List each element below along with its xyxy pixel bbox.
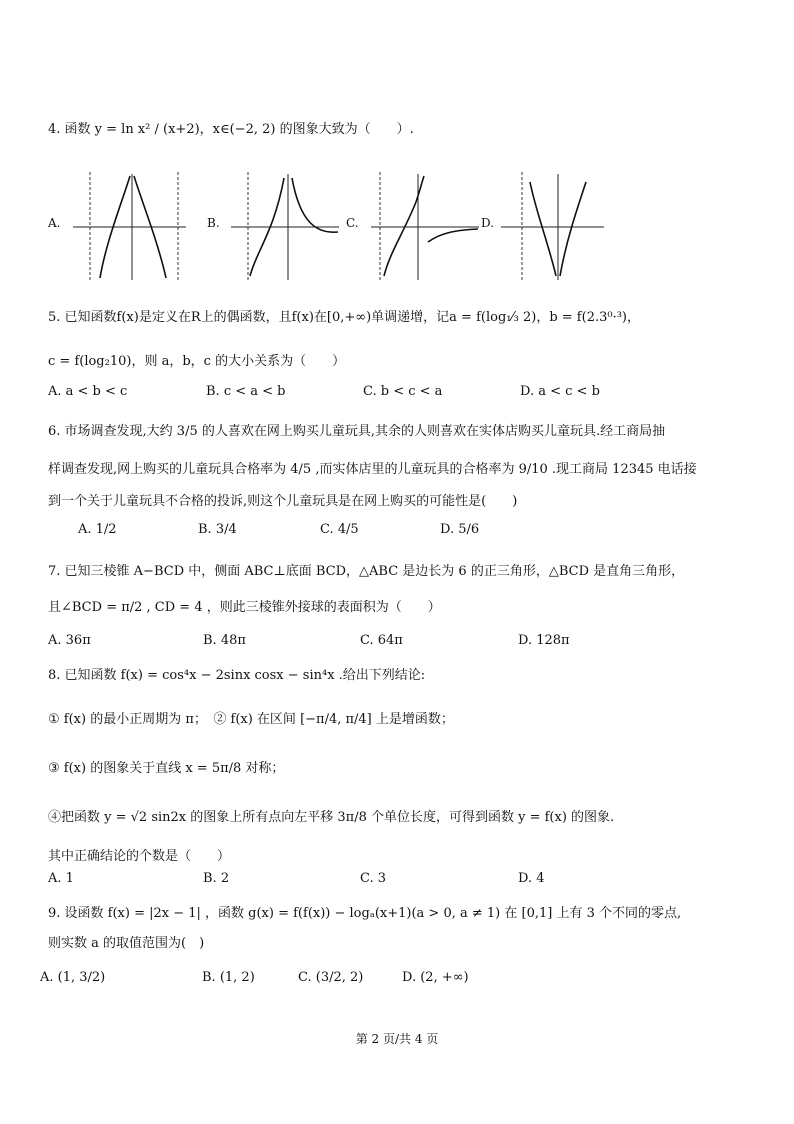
q6-option-d[interactable]: D. 5/6 (440, 522, 480, 537)
q4-graph-d (496, 172, 606, 280)
q4-stem: 4. 函数 y = ln x² / (x+2)，x∈(−2, 2) 的图象大致为（ ）. (48, 122, 414, 137)
q9-option-b[interactable]: B. (1, 2) (202, 970, 255, 985)
q8-ask: 其中正确结论的个数是（ ） (48, 849, 231, 864)
q7-line1: 7. 已知三棱锥 A−BCD 中，侧面 ABC⊥底面 BCD，△ABC 是边长为 6 的正三角形，△BCD 是直角三角形， (48, 564, 685, 579)
q9-line2: 则实数 a 的取值范围为( ) (48, 936, 205, 951)
q8-line1: 8. 已知函数 f(x) = cos⁴x − 2sinx cosx − sin⁴x .给出下列结论: (48, 668, 426, 683)
q7-line2: 且∠BCD = π/2 , CD = 4 ，则此三棱锥外接球的表面积为（ ） (48, 600, 441, 615)
q7-options (48, 633, 748, 651)
q4-graph-b (226, 172, 341, 280)
q4-label-a: A. (48, 216, 61, 230)
page-footer: 第 2 页/共 4 页 (355, 1032, 439, 1046)
q7-option-b[interactable]: B. 48π (203, 633, 246, 648)
q9-option-c[interactable]: C. (3/2, 2) (298, 970, 364, 985)
q6-option-a[interactable]: A. 1/2 (78, 522, 117, 537)
q7-option-a[interactable]: A. 36π (48, 633, 91, 648)
q4-graph-c (366, 172, 481, 280)
q5-stem-line2: c = f(log₂10)，则 a，b，c 的大小关系为（ ） (48, 354, 346, 369)
q5-options (48, 384, 748, 402)
q8-option-b[interactable]: B. 2 (203, 871, 230, 886)
q6-option-b[interactable]: B. 3/4 (198, 522, 237, 537)
q7-option-d[interactable]: D. 128π (518, 633, 570, 648)
q8-option-c[interactable]: C. 3 (360, 871, 387, 886)
q8-item3: ③ f(x) 的图象关于直线 x = 5π/8 对称； (48, 761, 285, 776)
q8-item4: ④把函数 y = √2 sin2x 的图象上所有点向左平移 3π/8 个单位长度，可得到函数 y = f(x) 的图象. (48, 810, 615, 825)
q5-option-a[interactable]: A. a < b < c (48, 384, 128, 399)
q5-option-d[interactable]: D. a < c < b (520, 384, 600, 399)
q4-label-d: D. (481, 216, 495, 230)
q4-label-b: B. (207, 216, 220, 230)
q5-option-c[interactable]: C. b < c < a (363, 384, 443, 399)
q6-line3: 到一个关于儿童玩具不合格的投诉,则这个儿童玩具是在网上购买的可能性是( ) (48, 494, 518, 509)
q6-options (78, 522, 758, 540)
q7-option-c[interactable]: C. 64π (360, 633, 403, 648)
q8-options (48, 871, 748, 889)
q9-option-d[interactable]: D. (2, +∞) (402, 970, 469, 985)
q6-line2: 样调查发现,网上购买的儿童玩具合格率为 4/5 ,而实体店里的儿童玩具的合格率为 9/10 .现工商局 12345 电话接 (48, 462, 697, 477)
q9-line1: 9. 设函数 f(x) = |2x − 1| ，函数 g(x) = f(f(x)) − logₐ(x+1)(a > 0, a ≠ 1) 在 [0,1] 上有 3 个不同的零点, (48, 906, 682, 921)
q6-line1: 6. 市场调查发现,大约 3/5 的人喜欢在网上购买儿童玩具,其余的人则喜欢在实体店购买儿童玩具.经工商局抽 (48, 424, 666, 439)
q9-options (40, 970, 740, 988)
q8-option-d[interactable]: D. 4 (518, 871, 545, 886)
q5-stem-line1: 5. 已知函数f(x)是定义在R上的偶函数，且f(x)在[0,+∞)单调递增，记a = f(log₁⁄₃ 2)，b = f(2.3⁰·³)， (48, 310, 640, 325)
q8-item1: ① f(x) 的最小正周期为 π； ② f(x) 在区间 [−π/4, π/4] 上是增函数； (48, 712, 454, 727)
q9-option-a[interactable]: A. (1, 3/2) (40, 970, 106, 985)
q8-option-a[interactable]: A. 1 (48, 871, 74, 886)
q5-option-b[interactable]: B. c < a < b (206, 384, 286, 399)
q6-option-c[interactable]: C. 4/5 (320, 522, 359, 537)
q4-graph-a (68, 172, 188, 280)
q4-label-c: C. (346, 216, 359, 230)
